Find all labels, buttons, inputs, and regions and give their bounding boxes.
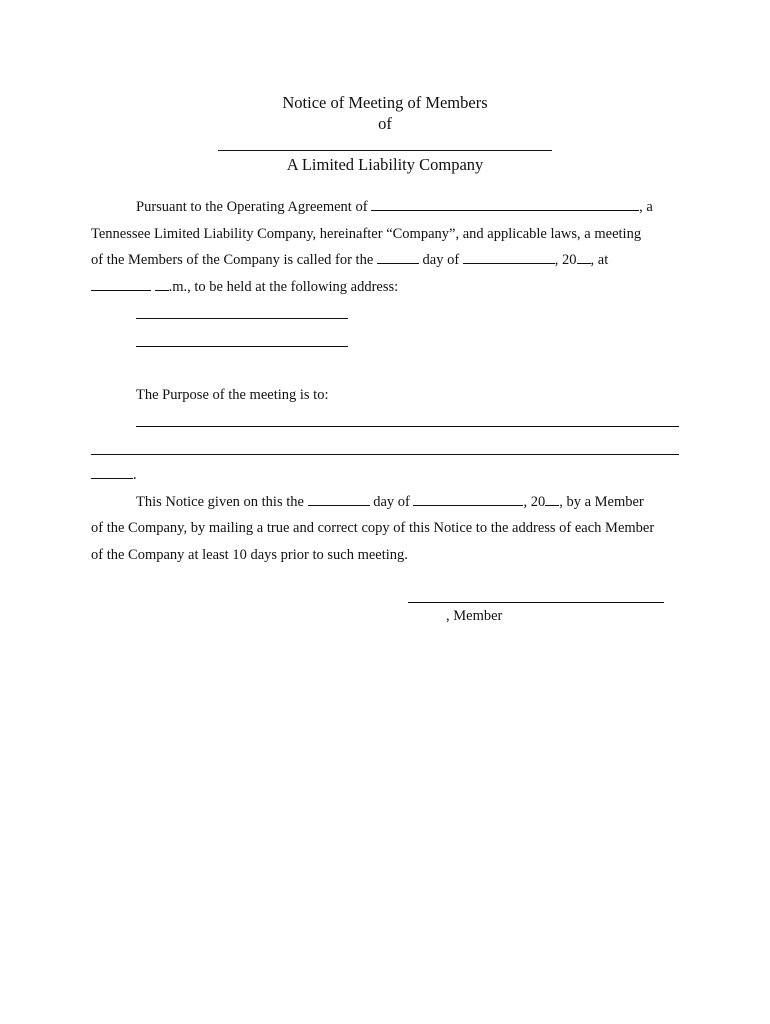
by-member-text: , by a Member [559, 494, 644, 510]
called-for-text: of the Members of the Company is called for the [91, 252, 374, 268]
purpose-line-3 [91, 466, 137, 484]
notice-line-3: of the Company at least 10 days prior to such meeting. [91, 547, 408, 563]
notice-year-field [545, 493, 559, 506]
address-line-1 [136, 318, 348, 319]
title-of: of [378, 114, 392, 133]
paragraph-1-line-2: Tennessee Limited Liability Company, hereinafter “Company”, and applicable laws, a meeting [91, 226, 642, 242]
a-text: , a [639, 199, 653, 215]
operating-agreement-text: Pursuant to the Operating Agreement of [136, 199, 368, 215]
notice-day-of-text: day of [373, 494, 410, 510]
notice-given-text: This Notice given on this the [136, 494, 304, 510]
signature-member-label: , Member [446, 608, 503, 624]
purpose-line-2 [91, 454, 679, 455]
meeting-year-field [577, 251, 591, 264]
day-of-text: day of [422, 252, 460, 268]
notice-line-2: of the Company, by mailing a true and correct copy of this Notice to the address of each Member [91, 520, 655, 536]
meeting-day-field [377, 251, 419, 264]
paragraph-1-line-1 [136, 198, 653, 216]
notice-line-1 [136, 493, 644, 511]
paragraph-1-line-4 [91, 278, 398, 296]
address-line-2 [136, 346, 348, 347]
paragraph-1-line-3 [91, 251, 608, 269]
at-text: , at [590, 252, 609, 268]
notice-month-field [413, 493, 523, 506]
company-name-field [371, 198, 639, 211]
company-name-blank [218, 150, 552, 151]
purpose-heading: The Purpose of the meeting is to: [136, 387, 329, 403]
notice-year-prefix: , 20 [523, 494, 546, 510]
notice-day-field [308, 493, 370, 506]
purpose-line-1 [136, 426, 679, 427]
signature-line [408, 602, 664, 603]
am-pm-field [155, 278, 169, 291]
purpose-period: . [133, 467, 137, 483]
meeting-month-field [463, 251, 555, 264]
document-title: Notice of Meeting of Members [282, 93, 488, 112]
document-subtitle: A Limited Liability Company [286, 155, 484, 174]
year-prefix-text: , 20 [554, 252, 577, 268]
meeting-time-field [91, 278, 151, 291]
purpose-end-blank [91, 466, 133, 479]
held-at-text: .m., to be held at the following address: [168, 279, 399, 295]
